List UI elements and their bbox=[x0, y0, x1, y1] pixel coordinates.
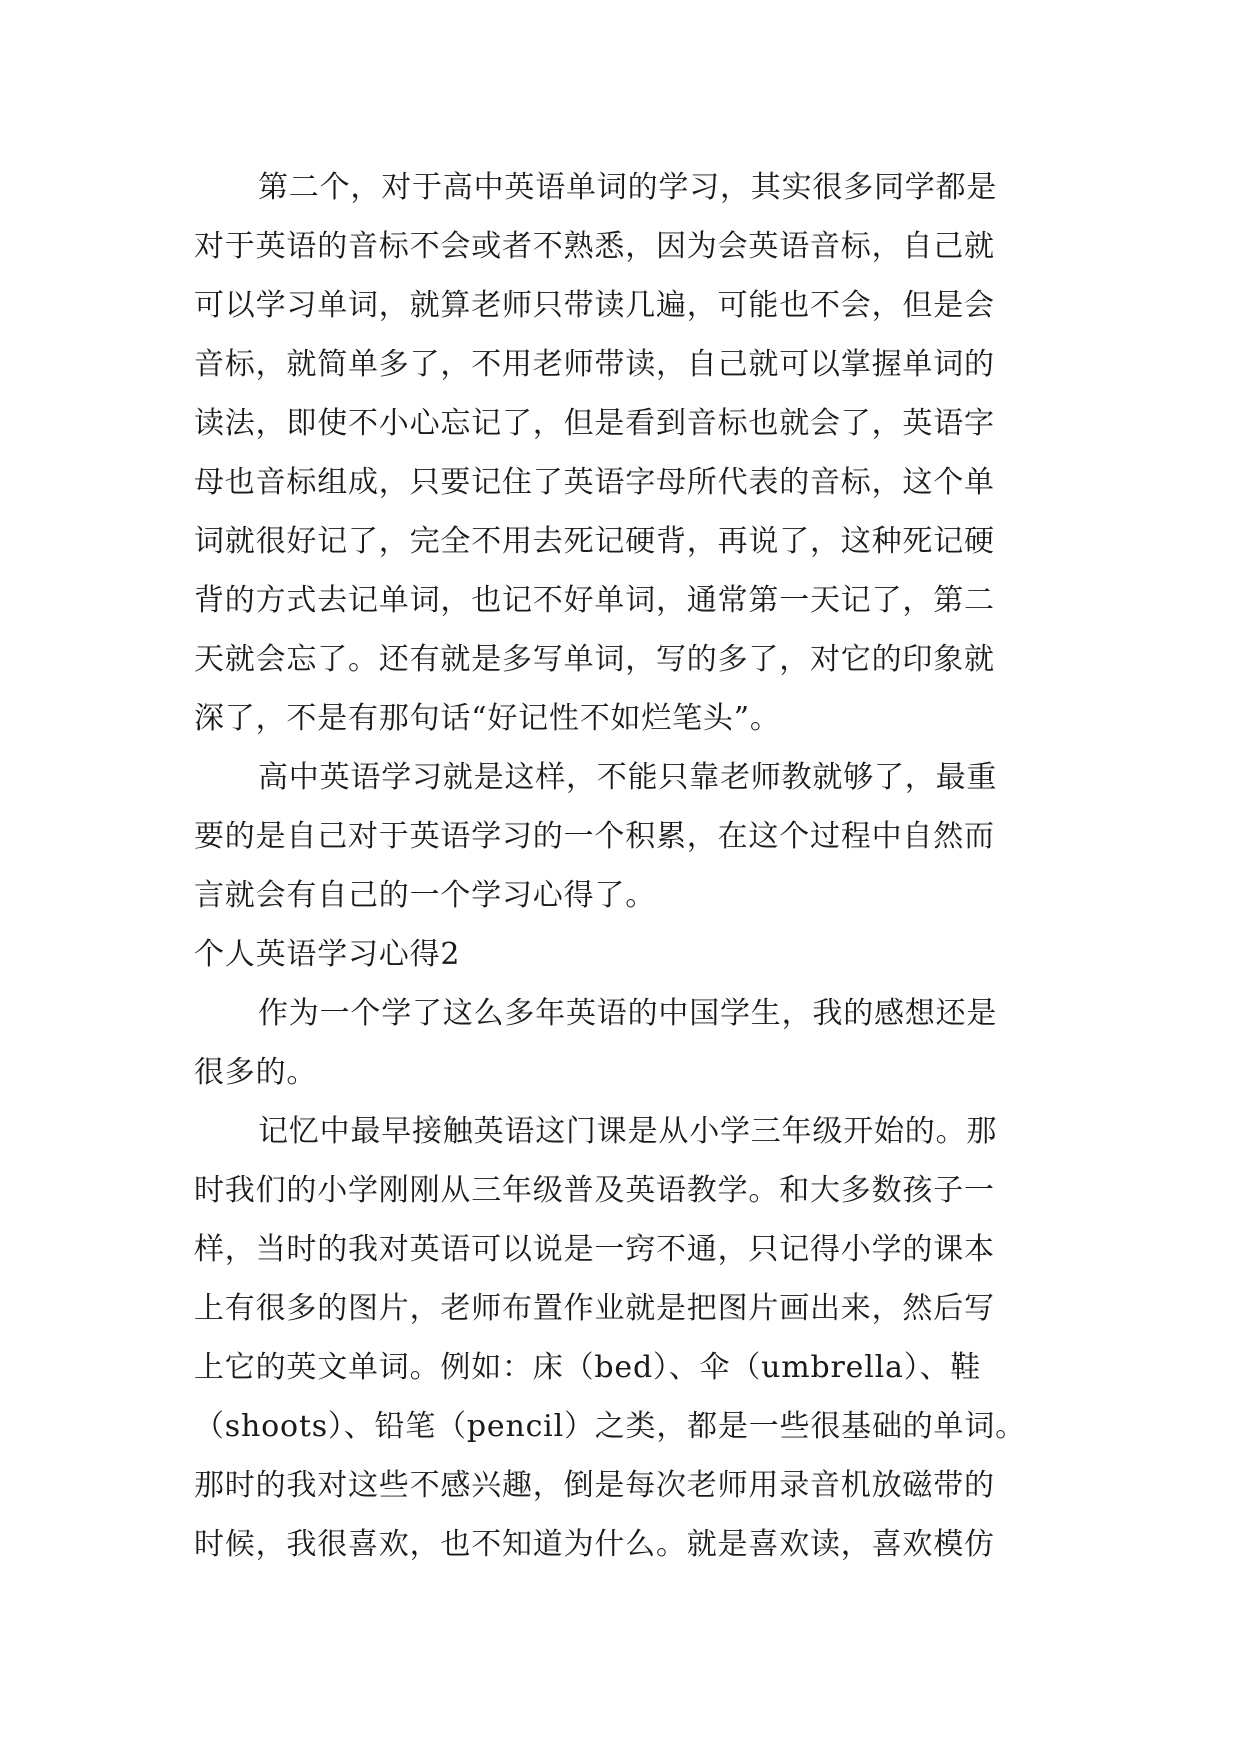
paragraph-line: 记忆中最早接触英语这门课是从小学三年级开始的。那 bbox=[258, 1114, 998, 1149]
paragraph-line: 那时的我对这些不感兴趣，倒是每次老师用录音机放磁带的 bbox=[194, 1468, 995, 1503]
paragraph-line: 音标，就简单多了，不用老师带读，自己就可以掌握单词的 bbox=[194, 347, 995, 382]
paragraph-line: 言就会有自己的一个学习心得了。 bbox=[194, 878, 656, 913]
paragraph-line: （shoots）、铅笔（pencil）之类，都是一些很基础的单词。 bbox=[194, 1409, 1026, 1444]
document-body bbox=[194, 158, 1054, 1574]
paragraph-line: 要的是自己对于英语学习的一个积累，在这个过程中自然而 bbox=[194, 819, 995, 854]
paragraph-line: 上它的英文单词。例如：床（bed）、伞（umbrella）、鞋 bbox=[194, 1350, 982, 1385]
paragraph-line: 天就会忘了。还有就是多写单词，写的多了，对它的印象就 bbox=[194, 642, 995, 677]
paragraph-line: 读法，即使不小心忘记了，但是看到音标也就会了，英语字 bbox=[194, 406, 995, 441]
paragraph-line: 很多的。 bbox=[194, 1055, 318, 1090]
paragraph-line: 可以学习单词，就算老师只带读几遍，可能也不会，但是会 bbox=[194, 288, 995, 323]
paragraph-line: 母也音标组成，只要记住了英语字母所代表的音标，这个单 bbox=[194, 465, 995, 500]
paragraph-line: 时候，我很喜欢，也不知道为什么。就是喜欢读，喜欢模仿 bbox=[194, 1527, 995, 1562]
paragraph-line: 对于英语的音标不会或者不熟悉，因为会英语音标，自己就 bbox=[194, 229, 995, 264]
paragraph-line: 第二个，对于高中英语单词的学习，其实很多同学都是 bbox=[258, 170, 998, 205]
paragraph-line: 上有很多的图片，老师布置作业就是把图片画出来，然后写 bbox=[194, 1291, 995, 1326]
paragraph-line: 背的方式去记单词，也记不好单词，通常第一天记了，第二 bbox=[194, 583, 995, 618]
paragraph-line: 作为一个学了这么多年英语的中国学生，我的感想还是 bbox=[258, 996, 998, 1031]
paragraph-line: 时我们的小学刚刚从三年级普及英语教学。和大多数孩子一 bbox=[194, 1173, 995, 1208]
paragraph-line: 深了，不是有那句话“好记性不如烂笔头”。 bbox=[194, 701, 781, 736]
paragraph-line: 词就很好记了，完全不用去死记硬背，再说了，这种死记硬 bbox=[194, 524, 995, 559]
section-heading: 个人英语学习心得2 bbox=[194, 937, 461, 972]
paragraph-line: 样，当时的我对英语可以说是一窍不通，只记得小学的课本 bbox=[194, 1232, 995, 1267]
paragraph-line: 高中英语学习就是这样，不能只靠老师教就够了，最重 bbox=[258, 760, 998, 795]
